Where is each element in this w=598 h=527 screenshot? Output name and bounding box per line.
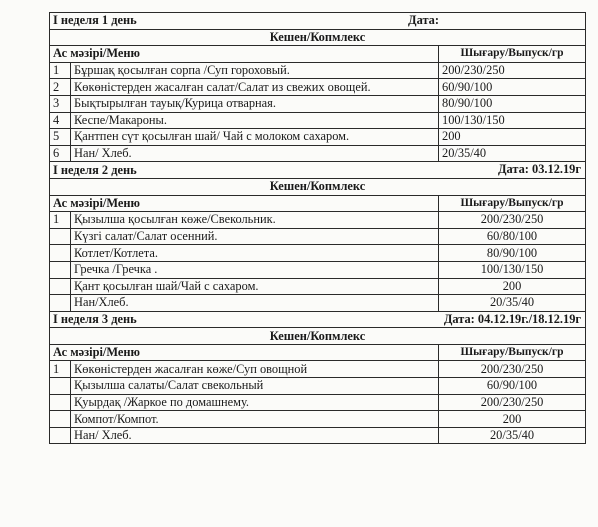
menu-document xyxy=(49,12,585,444)
item-number xyxy=(50,295,71,312)
item-name: Компот/Компот. xyxy=(71,411,439,428)
menu-item-row xyxy=(50,261,586,278)
item-amount: 200/230/250 xyxy=(439,394,586,411)
item-amount: 200 xyxy=(439,278,586,295)
item-number: 2 xyxy=(50,79,71,96)
menu-item-row xyxy=(50,245,586,262)
date-label: Дата: 04.12.19г./18.12.19г xyxy=(443,311,582,326)
week-label: I неделя 3 день xyxy=(50,311,439,328)
item-name: Кеспе/Макароны. xyxy=(71,112,439,129)
item-amount: 80/90/100 xyxy=(439,95,586,112)
date-cell xyxy=(439,311,586,328)
item-amount: 20/35/40 xyxy=(439,427,586,444)
item-amount: 60/90/100 xyxy=(439,378,586,395)
output-header: Шығару/Выпуск/гр xyxy=(439,344,586,361)
item-name: Нан/Хлеб. xyxy=(71,295,439,312)
item-amount: 60/80/100 xyxy=(439,228,586,245)
date-label: Дата: 03.12.19г xyxy=(497,162,582,177)
item-number xyxy=(50,245,71,262)
output-header: Шығару/Выпуск/гр xyxy=(439,195,586,212)
week-label: I неделя 2 день xyxy=(50,162,439,179)
item-name: Күзгі салат/Салат осенний. xyxy=(71,228,439,245)
item-number xyxy=(50,228,71,245)
item-amount: 100/130/150 xyxy=(439,112,586,129)
item-number: 1 xyxy=(50,361,71,378)
item-amount: 200/230/250 xyxy=(439,62,586,79)
item-number xyxy=(50,378,71,395)
item-name: Котлет/Котлета. xyxy=(71,245,439,262)
week-header-row xyxy=(50,311,586,328)
menu-item-row xyxy=(50,427,586,444)
menu-item-row xyxy=(50,145,586,162)
menu-item-row xyxy=(50,129,586,146)
item-amount: 200 xyxy=(439,411,586,428)
menu-header: Ас мәзірі/Меню xyxy=(50,46,439,63)
item-name: Бықтырылған тауық/Курица отварная. xyxy=(71,95,439,112)
meal-title-row xyxy=(50,328,586,345)
menu-header: Ас мәзірі/Меню xyxy=(50,344,439,361)
item-number: 1 xyxy=(50,62,71,79)
item-amount: 20/35/40 xyxy=(439,145,586,162)
item-amount: 200/230/250 xyxy=(439,212,586,229)
item-amount: 100/130/150 xyxy=(439,261,586,278)
column-header-row xyxy=(50,46,586,63)
week-header-row xyxy=(50,13,586,30)
item-number xyxy=(50,427,71,444)
week-header-row xyxy=(50,162,586,179)
column-header-row xyxy=(50,344,586,361)
menu-item-row xyxy=(50,212,586,229)
item-name: Гречка /Гречка . xyxy=(71,261,439,278)
meal-title: Кешен/Копмлекс xyxy=(50,29,586,46)
menu-item-row xyxy=(50,361,586,378)
item-amount: 200/230/250 xyxy=(439,361,586,378)
item-name: Қызылша қосылған көже/Свекольник. xyxy=(71,212,439,229)
meal-title: Кешен/Копмлекс xyxy=(50,178,586,195)
menu-item-row xyxy=(50,378,586,395)
menu-item-row xyxy=(50,79,586,96)
menu-item-row xyxy=(50,394,586,411)
date-cell xyxy=(408,13,586,30)
item-name: Бұршақ қосылған сорпа /Суп гороховый. xyxy=(71,62,439,79)
item-amount: 60/90/100 xyxy=(439,79,586,96)
item-name: Нан/ Хлеб. xyxy=(71,145,439,162)
date-cell xyxy=(439,162,586,179)
item-amount: 80/90/100 xyxy=(439,245,586,262)
meal-title-row xyxy=(50,29,586,46)
menu-item-row xyxy=(50,95,586,112)
menu-table xyxy=(49,12,586,444)
output-header: Шығару/Выпуск/гр xyxy=(439,46,586,63)
menu-item-row xyxy=(50,112,586,129)
item-number xyxy=(50,394,71,411)
item-number: 6 xyxy=(50,145,71,162)
item-name: Нан/ Хлеб. xyxy=(71,427,439,444)
menu-header: Ас мәзірі/Меню xyxy=(50,195,439,212)
menu-item-row xyxy=(50,278,586,295)
menu-item-row xyxy=(50,228,586,245)
item-name: Қызылша салаты/Салат свекольный xyxy=(71,378,439,395)
date-label: Дата: xyxy=(408,13,440,27)
item-number xyxy=(50,261,71,278)
item-number xyxy=(50,278,71,295)
item-name: Көкөністерден жасалған көже/Суп овощной xyxy=(71,361,439,378)
column-header-row xyxy=(50,195,586,212)
meal-title: Кешен/Копмлекс xyxy=(50,328,586,345)
item-number: 3 xyxy=(50,95,71,112)
week-label: I неделя 1 день xyxy=(50,13,439,30)
item-name: Қуырдақ /Жаркое по домашнему. xyxy=(71,394,439,411)
item-number: 5 xyxy=(50,129,71,146)
item-number: 1 xyxy=(50,212,71,229)
item-name: Қант қосылған шай/Чай с сахаром. xyxy=(71,278,439,295)
menu-item-row xyxy=(50,295,586,312)
meal-title-row xyxy=(50,178,586,195)
item-number xyxy=(50,411,71,428)
item-number: 4 xyxy=(50,112,71,129)
item-name: Қантпен сүт қосылған шай/ Чай с молоком сахаром. xyxy=(71,129,439,146)
menu-item-row xyxy=(50,411,586,428)
item-amount: 200 xyxy=(439,129,586,146)
menu-item-row xyxy=(50,62,586,79)
item-name: Көкөністерден жасалған салат/Салат из свежих овощей. xyxy=(71,79,439,96)
item-amount: 20/35/40 xyxy=(439,295,586,312)
